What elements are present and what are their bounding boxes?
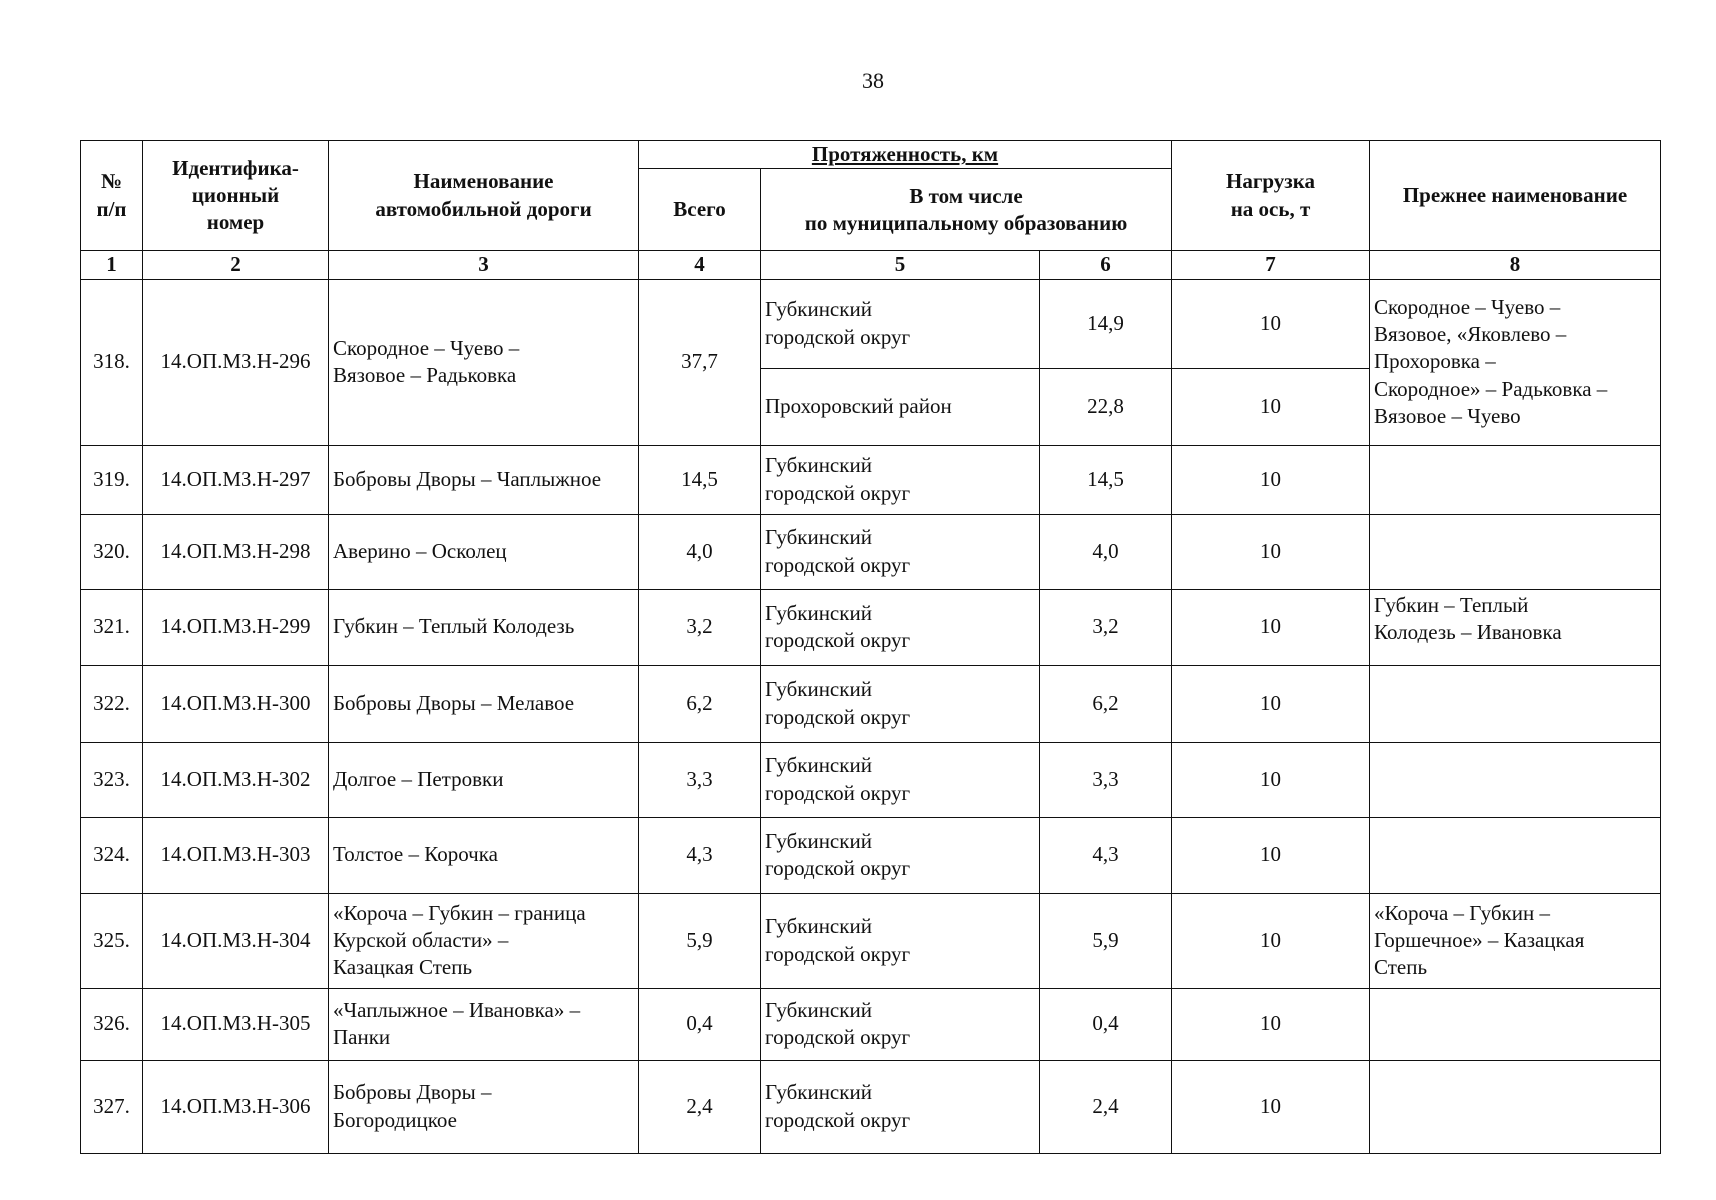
header-length: Протяженность, км <box>639 141 1172 169</box>
row-municipality: Губкинский городской округ <box>761 445 1040 514</box>
row-num: 319. <box>81 445 143 514</box>
row-num: 318. <box>81 279 143 445</box>
row-municipality-km: 4,3 <box>1040 817 1172 893</box>
row-municipality: Губкинский городской округ <box>761 279 1040 368</box>
colnum-6: 6 <box>1040 251 1172 279</box>
colnum-4: 4 <box>639 251 761 279</box>
row-prev-name: «Короча – Губкин – Горшечное» – Казацкая Степь <box>1370 893 1661 988</box>
row-total-km: 3,2 <box>639 589 761 665</box>
row-municipality-km: 4,0 <box>1040 514 1172 589</box>
header-name: Наименование автомобильной дороги <box>329 141 639 251</box>
row-road-name: Губкин – Теплый Колодезь <box>329 589 639 665</box>
header-id: Идентифика- ционный номер <box>143 141 329 251</box>
row-municipality: Губкинский городской округ <box>761 589 1040 665</box>
row-axle-load: 10 <box>1172 988 1370 1060</box>
row-prev-name: Скородное – Чуево – Вязовое, «Яковлево – Прохоровка – Скородное» – Радьковка – Вязовое – Чуево <box>1370 279 1661 445</box>
row-municipality-km: 14,5 <box>1040 445 1172 514</box>
row-municipality: Губкинский городской округ <box>761 665 1040 742</box>
row-num: 323. <box>81 742 143 817</box>
row-municipality-km: 5,9 <box>1040 893 1172 988</box>
row-prev-name: Губкин – Теплый Колодезь – Ивановка <box>1370 589 1661 665</box>
row-id: 14.ОП.МЗ.Н-306 <box>143 1060 329 1153</box>
row-total-km: 14,5 <box>639 445 761 514</box>
row-prev-name <box>1370 988 1661 1060</box>
roads-table <box>80 140 1661 1154</box>
row-municipality-km: 6,2 <box>1040 665 1172 742</box>
row-num: 320. <box>81 514 143 589</box>
row-municipality-km: 3,3 <box>1040 742 1172 817</box>
colnum-5: 5 <box>761 251 1040 279</box>
row-num: 326. <box>81 988 143 1060</box>
row-id: 14.ОП.МЗ.Н-302 <box>143 742 329 817</box>
table-row <box>81 665 1661 742</box>
row-total-km: 4,3 <box>639 817 761 893</box>
row-municipality: Губкинский городской округ <box>761 514 1040 589</box>
row-id: 14.ОП.МЗ.Н-300 <box>143 665 329 742</box>
row-id: 14.ОП.МЗ.Н-299 <box>143 589 329 665</box>
colnum-2: 2 <box>143 251 329 279</box>
page-number: 38 <box>862 68 884 93</box>
row-total-km: 0,4 <box>639 988 761 1060</box>
table-row <box>81 893 1661 988</box>
row-axle-load: 10 <box>1172 893 1370 988</box>
table-row <box>81 988 1661 1060</box>
row-axle-load: 10 <box>1172 589 1370 665</box>
row-municipality: Губкинский городской округ <box>761 1060 1040 1153</box>
header-num: № п/п <box>81 141 143 251</box>
colnum-1: 1 <box>81 251 143 279</box>
row-municipality: Губкинский городской округ <box>761 893 1040 988</box>
table-row <box>81 589 1661 665</box>
row-total-km: 5,9 <box>639 893 761 988</box>
row-road-name: Аверино – Осколец <box>329 514 639 589</box>
row-id: 14.ОП.МЗ.Н-297 <box>143 445 329 514</box>
row-num: 321. <box>81 589 143 665</box>
row-road-name: Бобровы Дворы – Богородицкое <box>329 1060 639 1153</box>
row-num: 322. <box>81 665 143 742</box>
row-total-km: 2,4 <box>639 1060 761 1153</box>
table-row <box>81 445 1661 514</box>
row-municipality: Губкинский городской округ <box>761 988 1040 1060</box>
row-municipality: Прохоровский район <box>761 368 1040 445</box>
row-id: 14.ОП.МЗ.Н-303 <box>143 817 329 893</box>
table-row <box>81 1060 1661 1153</box>
row-road-name: Долгое – Петровки <box>329 742 639 817</box>
row-total-km: 4,0 <box>639 514 761 589</box>
header-by-mo: В том числе по муниципальному образованию <box>761 169 1172 251</box>
row-municipality: Губкинский городской округ <box>761 742 1040 817</box>
row-municipality-km: 0,4 <box>1040 988 1172 1060</box>
row-axle-load: 10 <box>1172 514 1370 589</box>
row-road-name: Скородное – Чуево – Вязовое – Радьковка <box>329 279 639 445</box>
table-row <box>81 742 1661 817</box>
row-id: 14.ОП.МЗ.Н-296 <box>143 279 329 445</box>
row-total-km: 6,2 <box>639 665 761 742</box>
row-road-name: «Короча – Губкин – граница Курской области» – Казацкая Степь <box>329 893 639 988</box>
row-id: 14.ОП.МЗ.Н-298 <box>143 514 329 589</box>
row-road-name: «Чаплыжное – Ивановка» – Панки <box>329 988 639 1060</box>
row-axle-load: 10 <box>1172 665 1370 742</box>
row-id: 14.ОП.МЗ.Н-305 <box>143 988 329 1060</box>
header-load: Нагрузка на ось, т <box>1172 141 1370 251</box>
row-total-km: 37,7 <box>639 279 761 445</box>
row-road-name: Толстое – Корочка <box>329 817 639 893</box>
row-prev-name <box>1370 514 1661 589</box>
row-municipality-km: 22,8 <box>1040 368 1172 445</box>
row-road-name: Бобровы Дворы – Мелавое <box>329 665 639 742</box>
colnum-8: 8 <box>1370 251 1661 279</box>
colnum-7: 7 <box>1172 251 1370 279</box>
header-prev-name: Прежнее наименование <box>1370 141 1661 251</box>
table-row <box>81 817 1661 893</box>
row-axle-load: 10 <box>1172 1060 1370 1153</box>
row-municipality-km: 3,2 <box>1040 589 1172 665</box>
row-municipality-km: 14,9 <box>1040 279 1172 368</box>
row-prev-name <box>1370 445 1661 514</box>
row-prev-name <box>1370 1060 1661 1153</box>
row-prev-name <box>1370 665 1661 742</box>
row-road-name: Бобровы Дворы – Чаплыжное <box>329 445 639 514</box>
row-id: 14.ОП.МЗ.Н-304 <box>143 893 329 988</box>
table-row <box>81 279 1661 368</box>
row-axle-load: 10 <box>1172 279 1370 368</box>
row-municipality-km: 2,4 <box>1040 1060 1172 1153</box>
row-num: 324. <box>81 817 143 893</box>
row-axle-load: 10 <box>1172 742 1370 817</box>
header-total: Всего <box>639 169 761 251</box>
colnum-3: 3 <box>329 251 639 279</box>
row-prev-name <box>1370 817 1661 893</box>
row-municipality: Губкинский городской округ <box>761 817 1040 893</box>
row-axle-load: 10 <box>1172 445 1370 514</box>
row-axle-load: 10 <box>1172 368 1370 445</box>
row-num: 327. <box>81 1060 143 1153</box>
row-total-km: 3,3 <box>639 742 761 817</box>
row-num: 325. <box>81 893 143 988</box>
table-row <box>81 514 1661 589</box>
row-axle-load: 10 <box>1172 817 1370 893</box>
row-prev-name <box>1370 742 1661 817</box>
